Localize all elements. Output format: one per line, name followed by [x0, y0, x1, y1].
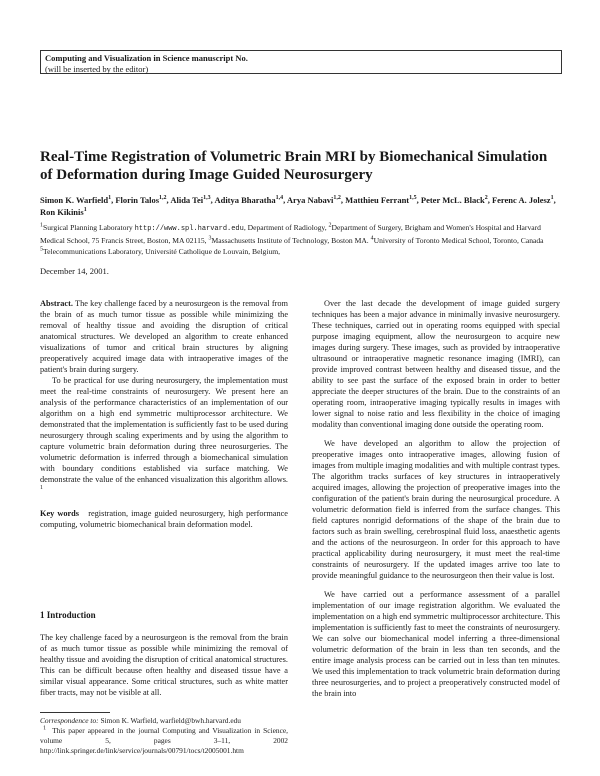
body-paragraph: We have carried out a performance assessment of a parallel implementation of our image registration algorithm. We evaluated the implementation on a high end symmetric multiprocessor architecture. This implementation is sufficiently fast to meet the constraints of neurosurgery. We can solve our biomechanical model inferring a three-dimensional volumetric deformation of the brain in less than ten seconds, and the entire image analysis process can be carried out in less than ten minutes. We used this implementation to track volumetric brain deformation during three neurosurgeries, and to project a preoperatively constructed model of the brain into	[312, 590, 560, 698]
author: Peter McL. Black$^2$	[420, 195, 488, 205]
right-column	[312, 298, 560, 699]
keywords-label: Key words	[40, 509, 80, 518]
paper-title: Real-Time Registration of Volumetric Brain MRI by Biomechanical Simulation of Deformation during Image Guided Neurosurgery	[40, 149, 548, 183]
author: Aditya Bharatha$^{1,4}$	[214, 195, 284, 205]
abstract-paragraph: To be practical for use during neurosurgery, the implementation must meet the real-time constraints of neurosurgery. We present here an analysis of the performance characteristics of an implementation of our algorithm on a high end symmetric multiprocessor architecture. We demonstrated that the implementation is sufficiently fast to be used during neurosurgery through scaling experiments and by using the algorithm to capture volumetric brain deformation during three neurosurgeries. The volumetric deformation is inferred through a biomechanical simulation with boundary conditions established via surface matching. We demonstrate the value of the enhanced visualization this algorithm allows. $^1$	[40, 376, 288, 492]
abstract-label: Abstract.	[40, 299, 73, 308]
keywords: Key words registration, image guided neurosurgery, high performance computing, volumetric biomechanical brain deformation model.	[40, 509, 288, 529]
section-heading: 1 Introduction	[40, 610, 96, 620]
author: Matthieu Ferrant$^{1,5}$	[345, 195, 417, 205]
left-column	[40, 298, 288, 530]
intro-paragraph: The key challenge faced by a neurosurgeon is the removal from the brain of as much tumor tissue as possible while minimizing the removal of healthy tissue and avoiding the disruption of critical anatomical structures. This can be difficult because often healthy and diseased tissue have a similar visual appearance. Some critical structures, such as white matter fiber tracts, may not be visible at all.	[40, 633, 288, 697]
journal-line: Computing and Visualization in Science manuscript No.	[45, 53, 248, 63]
author: Florin Talos$^{1,2}$	[115, 195, 167, 205]
manuscript-header-box	[40, 50, 562, 74]
publication-footnote: $^1$ This paper appeared in the journal Computing and Visualization in Science, volume 5, pages 3–11, 2002 http://link.springer.de/link/service/journals/00791/tocs/t2005001.htm	[40, 725, 288, 755]
correspondence-note: Correspondence to: Simon K. Warfield, warfield@bwh.harvard.edu	[40, 716, 242, 725]
footnotes	[40, 716, 288, 756]
body-paragraph: We have developed an algorithm to allow the projection of preoperative images onto intraoperative images, allowing fusion of images from multiple imaging modalities and with multiple contrast types. The algorithm tracks surfaces of key structures in intraoperatively acquired images, allowing the projection of preoperative images into the configuration of the patient's brain during the neurosurgical procedure. A volumetric deformation field is inferred from the surface changes. This field captures nonrigid deformations of the shape of the brain due to factors such as brain swelling, cerebrospinal fluid loss, anaesthetic agents and the actions of the neurosurgeon. In order for this approach to have practical applicability during neurosurgery, it must meet the real-time constraints of neurosurgery. If the updated images arrive too late to provide meaningful guidance to the neurosurgeon then their value is lost.	[312, 439, 560, 580]
author: Simon K. Warfield$^1$	[40, 195, 112, 205]
author-list: Simon K. Warfield$^1$, Florin Talos$^{1,2}$, Alida Tei$^{1,3}$, Aditya Bharatha$^{1,4}$, Arya Nabavi$^{1,2}$, Matthieu Ferrant$^{1,5}$, Peter McL. Black$^2$, Ferenc A. Jolesz$^1$, Ron Kikinis$^1$	[40, 195, 556, 217]
author: Ferenc A. Jolesz$^1$	[491, 195, 554, 205]
body-paragraph: Over the last decade the development of image guided surgery techniques has been a major advance in minimally invasive neurosurgery. These techniques, carried out in operating rooms equipped with special purpose imaging equipment, allow the neurosurgeon to acquire new images during surgery. These images, such as provided by intraoperative ultrasound or intraoperative magnetic resonance imaging (IMRI), can provide improved contrast between healthy and diseased tissue, and the ability to see past the surface of the exposed brain in order to better appreciate the deeper structures of the brain. Due to the constraints of an operating room, intraoperative imaging typically results in images with lower signal to noise ratio and less flexibility in the choice of imaging modality than conventional imaging done outside the operating room.	[312, 299, 560, 429]
author: Alida Tei$^{1,3}$	[170, 195, 211, 205]
abstract-paragraph: Abstract. The key challenge faced by a neurosurgeon is the removal from the brain of as much tumor tissue as possible while minimizing the removal of healthy tissue and avoiding the disruption of critical anatomical structures. We developed an algorithm to create enhanced visualizations of tumor and critical brain structures by aligning preoperatively acquired image data with intraoperative images of the patient's brain during surgery.	[40, 299, 288, 374]
paper-date: December 14, 2001.	[40, 266, 109, 276]
affiliations: $^1$Surgical Planning Laboratory http://www.spl.harvard.edu, Department of Radiology, $^2$Department of Surgery, Brigham and Women's Hospital and Harvard Medical School, 75 Francis Street, Boston, MA 02115, $^3$Massachusetts Institute of Technology, Boston MA. $^4$University of Toronto Medical School, Toronto, Canada $^5$Telecommunications Laboratory, Université Catholique de Louvain, Belgium,	[40, 222, 544, 256]
editor-note: (will be inserted by the editor)	[45, 64, 149, 74]
author: Arya Nabavi$^{1,2}$	[286, 195, 341, 205]
author: Ron Kikinis$^1$	[40, 207, 87, 217]
footnote-rule	[40, 712, 110, 713]
lab-url[interactable]: http://www.spl.harvard.edu	[134, 225, 244, 233]
